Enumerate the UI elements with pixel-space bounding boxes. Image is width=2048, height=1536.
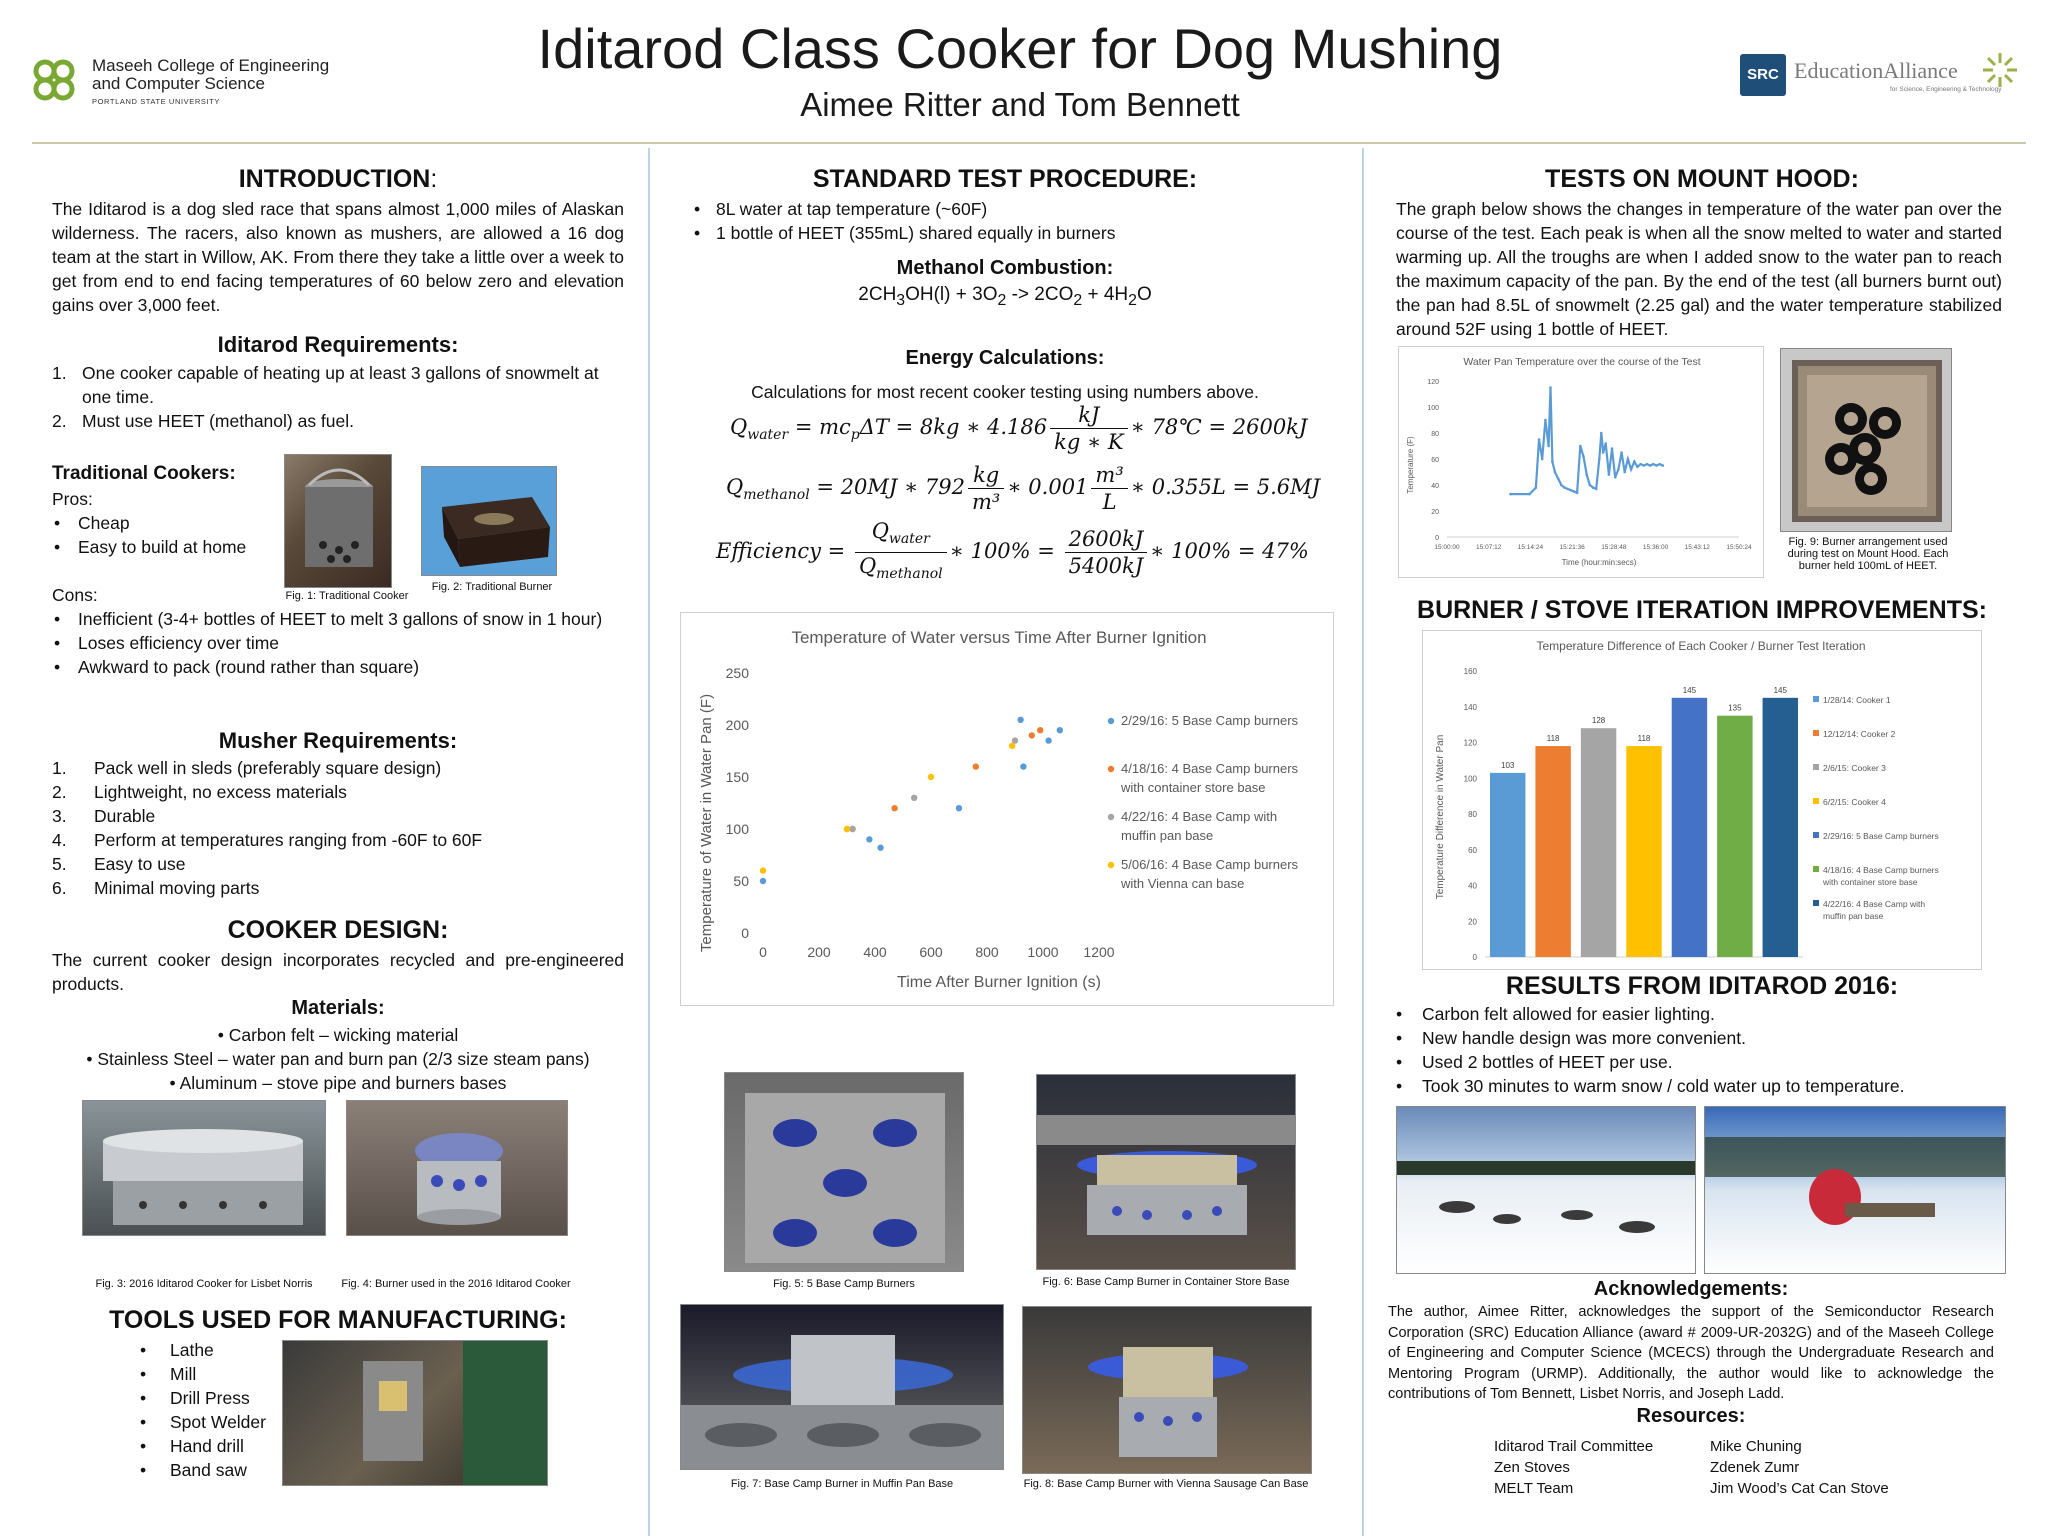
mcecs-logo <box>28 52 358 112</box>
mount-hood-burners-photo <box>1780 348 1952 532</box>
muffin-pan-burner-photo <box>680 1304 1004 1470</box>
legend-label: muffin pan base <box>1121 828 1214 843</box>
resource-item: Zdenek Zumr <box>1710 1459 1800 1476</box>
y-tick-label: 0 <box>741 925 749 941</box>
legend-label: with container store base <box>1121 780 1266 795</box>
scatter-point <box>1045 737 1051 743</box>
legend-marker <box>1108 718 1114 724</box>
hood-line-chart-svg <box>1399 347 1765 579</box>
fig7-caption: Fig. 7: Base Camp Burner in Muffin Pan Base <box>730 1478 954 1490</box>
line-point <box>1611 447 1614 450</box>
scatter-point <box>928 774 934 780</box>
bar <box>1717 716 1752 957</box>
list-item: • Drill Press <box>138 1386 288 1410</box>
design-text: The current cooker design incorporates recycled and pre-engineered products. <box>52 950 624 994</box>
cons-list <box>52 607 612 679</box>
scatter-chart <box>680 612 1334 1006</box>
q-methanol-equation: $Q_{methanol} = 20MJ$ ∗ 792 $\frac{kg}{\text{m³}}$ ∗ 0.001 $\frac{\text{m³}}{L}$ ∗ 0.355L = 5.6MJ <box>726 463 1321 514</box>
poster-authors: Aimee Ritter and Tom Bennett <box>800 86 1240 123</box>
x-tick-label: 1200 <box>1083 944 1115 960</box>
traditional-burner-photo <box>421 466 557 576</box>
bar-value-label: 118 <box>1637 734 1651 744</box>
scatter-ylabel: Temperature of Water in Water Pan (F) <box>698 693 715 953</box>
scatter-point <box>844 826 850 832</box>
y-tick-label: 20 <box>1431 509 1439 516</box>
src-logo-mark: SRC <box>1740 54 1786 96</box>
list-item: • Inefficient (3-4+ bottles of HEET to melt 3 gallons of snow in 1 hour) <box>52 607 612 631</box>
legend-label: 4/18/16: 4 Base Camp burners <box>1823 865 1939 875</box>
y-tick-label: 40 <box>1431 483 1439 490</box>
list-item: • New handle design was more convenient. <box>1394 1026 2014 1050</box>
temperature-line <box>1511 388 1663 495</box>
combustion-title: Methanol Combustion: <box>896 257 1114 279</box>
resource-item: Jim Wood’s Cat Can Stove <box>1710 1480 1889 1497</box>
resources-right <box>1710 1436 1970 1499</box>
x-tick-label: 15:50:24 <box>1726 544 1752 551</box>
x-tick-label: 15:21:36 <box>1559 544 1585 551</box>
y-tick-label: 140 <box>1463 702 1477 712</box>
list-item: • Cheap <box>52 511 292 535</box>
iteration-title: BURNER / STOVE ITERATION IMPROVEMENTS: <box>1417 596 1987 624</box>
list-item: 5. Easy to use <box>52 854 186 874</box>
legend-marker <box>1813 866 1819 872</box>
list-item: 1. Pack well in sleds (preferably square design) <box>52 758 442 778</box>
list-item: 4. Perform at temperatures ranging from -60F to 60F <box>52 830 483 850</box>
list-item: • Took 30 minutes to warm snow / cold water up to temperature. <box>1394 1074 2014 1098</box>
tools-list <box>138 1338 288 1482</box>
scatter-point <box>1009 743 1015 749</box>
ack-text: The author, Aimee Ritter, acknowledges the support of the Semiconductor Research Corporation (SRC) Education Alliance (award # 2009-UR-2032G) and of the Maseeh College of Engineering and Computer Science (MCECS) through the Undergraduate Research and Mentoring Program (URMP). Additionally, the author would like to acknowledge the contributions of Tom Bennett, Lisbet Norris, and Joseph Ladd. <box>1388 1304 1994 1402</box>
line-point <box>1630 468 1633 471</box>
legend-label: muffin pan base <box>1823 911 1884 921</box>
y-tick-label: 250 <box>725 665 749 681</box>
education-alliance-name: EducationAlliance <box>1794 58 1958 83</box>
list-item: • Loses efficiency over time <box>52 631 612 655</box>
scatter-point <box>877 845 883 851</box>
results-title: RESULTS FROM IDITAROD 2016: <box>1505 972 1899 1000</box>
line-point <box>1573 490 1576 493</box>
line-point <box>1554 471 1557 474</box>
legend-label: 4/18/16: 4 Base Camp burners <box>1121 761 1299 776</box>
procedure-list <box>692 197 1292 245</box>
line-point <box>1535 486 1538 489</box>
x-tick-label: 15:07:12 <box>1476 544 1502 551</box>
y-tick-label: 100 <box>1427 405 1439 412</box>
hood-title: TESTS ON MOUNT HOOD: <box>1545 165 1859 193</box>
fig3-caption: Fig. 3: 2016 Iditarod Cooker for Lisbet Norris <box>95 1278 313 1290</box>
legend-label: 1/28/14: Cooker 1 <box>1823 695 1891 705</box>
header-divider <box>32 142 2026 144</box>
mcecs-name-1: Maseeh College of Engineering <box>92 56 330 75</box>
scatter-point <box>1020 763 1026 769</box>
fig8-caption: Fig. 8: Base Camp Burner with Vienna Sausage Can Base <box>1023 1478 1309 1490</box>
scatter-point <box>760 878 766 884</box>
x-tick-label: 600 <box>919 944 943 960</box>
scatter-point <box>849 826 855 832</box>
list-item: 2. Lightweight, no excess materials <box>52 782 347 802</box>
intro-heading <box>52 165 624 194</box>
resource-item: Iditarod Trail Committee <box>1494 1438 1654 1455</box>
legend-label: 2/6/15: Cooker 3 <box>1823 763 1886 773</box>
list-item: • Band saw <box>138 1458 288 1482</box>
legend-marker <box>1813 696 1819 702</box>
y-tick-label: 0 <box>1472 953 1477 962</box>
energy-title: Energy Calculations: <box>905 347 1105 369</box>
x-tick-label: 1000 <box>1027 944 1059 960</box>
bar-value-label: 103 <box>1501 760 1515 770</box>
list-item: • Aluminum – stove pipe and burners bases <box>169 1073 507 1093</box>
hood-line-chart <box>1398 346 1764 578</box>
scatter-point <box>1057 727 1063 733</box>
line-point <box>1589 484 1592 487</box>
x-tick-label: 15:36:00 <box>1642 544 1669 551</box>
list-item: • Carbon felt – wicking material <box>217 1025 459 1045</box>
energy-text: Calculations for most recent cooker testing using numbers above. <box>751 382 1259 402</box>
fig5-caption: Fig. 5: 5 Base Camp Burners <box>773 1278 915 1290</box>
y-tick-label: 200 <box>725 717 749 733</box>
legend-marker <box>1108 814 1114 820</box>
list-item: • Easy to build at home <box>52 535 292 559</box>
list-item: • Awkward to pack (round rather than square) <box>52 655 612 679</box>
legend-marker <box>1813 900 1819 906</box>
iditarod-cooker-photo <box>82 1100 326 1236</box>
line-point <box>1636 466 1639 469</box>
resource-item: MELT Team <box>1494 1480 1574 1497</box>
legend-label: with container store base <box>1823 877 1918 887</box>
line-point <box>1547 445 1550 448</box>
resources-title: Resources: <box>1636 1405 1746 1427</box>
line-point <box>1544 419 1547 422</box>
fig2-caption: Fig. 2: Traditional Burner <box>431 581 553 593</box>
list-item: • Used 2 bottles of HEET per use. <box>1394 1050 2014 1074</box>
list-item: • Hand drill <box>138 1434 288 1458</box>
bar-chart-ylabel: Temperature Difference in Water Pan <box>1435 734 1446 900</box>
legend-marker <box>1813 764 1819 770</box>
line-point <box>1623 471 1626 474</box>
results-list <box>1394 1002 2014 1098</box>
src-logo <box>1740 50 2030 106</box>
y-tick-label: 0 <box>1435 535 1439 542</box>
q-water-equation: $Q_{water} = mc_p\Delta T = 8kg$ ∗ 4.186 $\frac{kJ}{kg ∗ K}$ ∗ 78℃ = 2600kJ <box>730 403 1308 454</box>
line-point <box>1541 458 1544 461</box>
burner-2016-photo <box>346 1100 568 1236</box>
line-point <box>1620 451 1623 454</box>
iditarod-req-list <box>52 361 624 433</box>
list-item: 1. One cooker capable of heating up at least 3 gallons of snowmelt at one time. <box>52 363 599 407</box>
list-item: • Lathe <box>138 1338 288 1362</box>
legend-marker <box>1108 766 1114 772</box>
bar <box>1535 746 1570 957</box>
combustion-equation: $2CH_3OH(l) + 3O_2 -> 2CO_2 + 4H_2O$ <box>858 284 1152 309</box>
legend-label: 12/12/14: Cooker 2 <box>1823 729 1896 739</box>
y-tick-label: 120 <box>1463 738 1477 748</box>
iteration-bar-chart <box>1422 630 1982 970</box>
line-point <box>1569 489 1572 492</box>
column-divider-1 <box>648 148 650 1536</box>
education-alliance-tagline: for Science, Engineering & Technology <box>1890 86 2002 93</box>
line-point <box>1598 458 1601 461</box>
tools-title: TOOLS USED FOR MANUFACTURING: <box>109 1306 567 1334</box>
bar <box>1581 728 1616 957</box>
y-tick-label: 80 <box>1431 431 1439 438</box>
pros-list <box>52 511 292 559</box>
list-item: • Carbon felt allowed for easier lighting. <box>1394 1002 2014 1026</box>
hood-text: The graph below shows the changes in temperature of the water pan over the course of the test. Each peak is when all the snow melted to water and started warming up. All the troughs are when I added snow to the water pan to reach the maximum capacity of the pan. By the end of the test (all burners burnt out) the pan had 8.5L of snowmelt (2.25 gal) and the water temperature stabilized around 52F using 1 bottle of HEET. <box>1396 199 2002 339</box>
legend-label: 2/29/16: 5 Base Camp burners <box>1121 713 1299 728</box>
line-point <box>1608 473 1611 476</box>
five-burners-photo <box>724 1072 964 1272</box>
iditarod-race-photo-2 <box>1704 1106 2006 1274</box>
scatter-chart-svg <box>681 613 1335 1007</box>
scatter-point <box>956 805 962 811</box>
workshop-photo <box>282 1340 548 1486</box>
hood-chart-ylabel: Temperature (F) <box>1406 436 1415 494</box>
line-point <box>1549 386 1552 389</box>
scatter-point <box>891 805 897 811</box>
bar <box>1626 746 1661 957</box>
design-title: COOKER DESIGN: <box>227 916 449 944</box>
list-item: 6. Minimal moving parts <box>52 878 260 898</box>
container-store-burner-photo <box>1036 1074 1296 1270</box>
sunburst-icon <box>1980 50 2020 90</box>
ack-title: Acknowledgements: <box>1593 1278 1789 1300</box>
list-item: • 1 bottle of HEET (355mL) shared equally in burners <box>692 221 1292 245</box>
line-point <box>1557 477 1560 480</box>
x-tick-label: 200 <box>807 944 831 960</box>
y-tick-label: 50 <box>733 873 749 889</box>
line-point <box>1563 486 1566 489</box>
legend-label: with Vienna can base <box>1121 876 1245 891</box>
intro-title: INTRODUCTION <box>238 165 431 193</box>
line-point <box>1551 460 1554 463</box>
line-point <box>1595 488 1598 491</box>
traditional-cooker-photo <box>284 454 392 588</box>
bar-value-label: 128 <box>1591 716 1606 726</box>
y-tick-label: 160 <box>1463 667 1477 676</box>
y-tick-label: 40 <box>1468 881 1477 891</box>
scatter-point <box>866 836 872 842</box>
fig9-caption: Fig. 9: Burner arrangement used during test on Mount Hood. Each burner held 100mL of HEET. <box>1787 536 1949 572</box>
x-tick-label: 15:14:24 <box>1517 544 1544 551</box>
vienna-can-burner-photo <box>1022 1306 1312 1474</box>
x-tick-label: 400 <box>863 944 887 960</box>
line-point <box>1646 463 1649 466</box>
scatter-point <box>1029 732 1035 738</box>
list-item: 3. Durable <box>52 806 156 826</box>
scatter-title: Temperature of Water versus Time After Burner Ignition <box>791 628 1207 647</box>
y-tick-label: 60 <box>1468 845 1477 855</box>
line-point <box>1582 455 1585 458</box>
line-point <box>1627 458 1630 461</box>
x-tick-label: 800 <box>975 944 999 960</box>
line-point <box>1592 486 1595 489</box>
materials-title: Materials: <box>291 997 385 1019</box>
scatter-xlabel: Time After Burner Ignition (s) <box>897 974 1101 991</box>
bar-value-label: 135 <box>1728 703 1742 713</box>
bar-value-label: 145 <box>1773 685 1787 695</box>
line-point <box>1604 442 1607 445</box>
mcecs-logo-icon <box>28 54 80 106</box>
line-point <box>1662 464 1665 467</box>
line-point <box>1617 468 1620 471</box>
scatter-point <box>1017 717 1023 723</box>
y-tick-label: 20 <box>1468 917 1477 927</box>
legend-label: 5/06/16: 4 Base Camp burners <box>1121 857 1299 872</box>
materials-list <box>52 1023 624 1095</box>
y-tick-label: 120 <box>1427 379 1439 386</box>
bar <box>1490 773 1525 957</box>
line-point <box>1652 463 1655 466</box>
resource-item: Zen Stoves <box>1494 1459 1570 1476</box>
musher-req-list <box>52 756 624 900</box>
legend-label: 4/22/16: 4 Base Camp with <box>1823 899 1926 909</box>
line-point <box>1576 492 1579 495</box>
line-point <box>1633 460 1636 463</box>
poster-title: Iditarod Class Cooker for Dog Mushing <box>537 17 1503 80</box>
legend-label: 2/29/16: 5 Base Camp burners <box>1823 831 1939 841</box>
line-point <box>1566 488 1569 491</box>
cons-label: Cons: <box>52 585 98 605</box>
resource-item: Mike Chuning <box>1710 1438 1802 1455</box>
legend-marker <box>1813 730 1819 736</box>
procedure-title: STANDARD TEST PROCEDURE: <box>812 165 1198 193</box>
mcecs-name-2: and Computer Science <box>92 74 265 93</box>
scatter-point <box>1037 727 1043 733</box>
line-point <box>1649 464 1652 467</box>
musher-req-title: Musher Requirements: <box>218 728 458 753</box>
y-tick-label: 60 <box>1431 457 1439 464</box>
efficiency-equation: Efficiency = $\frac{Q_{water}}{Q_{methanol}}$ ∗ 100% = $\frac{2600kJ}{5400kJ}$ ∗ 100% = 47% <box>716 519 1309 583</box>
bar-chart-title: Temperature Difference of Each Cooker / Burner Test Iteration <box>1536 639 1866 653</box>
resources-left <box>1494 1436 1694 1499</box>
x-tick-label: 15:00:00 <box>1434 544 1460 551</box>
scatter-point <box>911 795 917 801</box>
iditarod-req-title: Iditarod Requirements: <box>217 332 459 357</box>
iditarod-race-photo-1 <box>1396 1106 1696 1274</box>
line-point <box>1642 464 1645 467</box>
line-point <box>1658 463 1661 466</box>
y-tick-label: 100 <box>725 821 749 837</box>
y-tick-label: 80 <box>1468 810 1477 819</box>
list-item: • 8L water at tap temperature (~60F) <box>692 197 1292 221</box>
y-tick-label: 100 <box>1463 774 1477 784</box>
legend-label: 6/2/15: Cooker 4 <box>1823 797 1886 807</box>
bar-value-label: 118 <box>1546 734 1560 744</box>
line-point <box>1560 484 1563 487</box>
line-point <box>1614 476 1617 479</box>
iteration-bar-chart-svg <box>1423 631 1983 971</box>
line-point <box>1509 493 1512 496</box>
fig4-caption: Fig. 4: Burner used in the 2016 Iditarod Cooker <box>341 1278 571 1290</box>
line-point <box>1600 432 1603 435</box>
bar <box>1763 698 1798 957</box>
traditional-title: Traditional Cookers: <box>52 463 236 484</box>
bar-value-label: 145 <box>1682 685 1697 695</box>
y-tick-label: 150 <box>725 769 749 785</box>
line-point <box>1639 463 1642 466</box>
psu-name: PORTLAND STATE UNIVERSITY <box>92 97 220 106</box>
legend-marker <box>1108 862 1114 868</box>
list-item: • Spot Welder <box>138 1410 288 1434</box>
fig6-caption: Fig. 6: Base Camp Burner in Container Store Base <box>1042 1276 1290 1288</box>
x-tick-label: 15:43:12 <box>1684 544 1710 551</box>
bar <box>1672 698 1707 957</box>
legend-marker <box>1813 832 1819 838</box>
line-point <box>1579 445 1582 448</box>
line-point <box>1655 464 1658 467</box>
intro-text: The Iditarod is a dog sled race that spans almost 1,000 miles of Alaskan wilderness. The racers, also known as mushers, are allowed a 16 dog team at the start in Willow, AK. From there they take a little over a week to get from end to end facing temperatures of 60 below zero and elevation gains over 3,000 feet. <box>52 199 624 315</box>
x-tick-label: 0 <box>759 944 767 960</box>
intro-colon: : <box>430 165 438 193</box>
legend-label: 4/22/16: 4 Base Camp with <box>1121 809 1278 824</box>
list-item: • Mill <box>138 1362 288 1386</box>
line-point <box>1528 493 1531 496</box>
list-item: • Stainless Steel – water pan and burn pan (2/3 size steam pans) <box>86 1049 590 1069</box>
fig1-caption: Fig. 1: Traditional Cooker <box>285 590 409 602</box>
pros-label: Pros: <box>52 489 93 509</box>
x-tick-label: 15:28:48 <box>1601 544 1627 551</box>
legend-marker <box>1813 798 1819 804</box>
line-point <box>1585 473 1588 476</box>
hood-chart-xlabel: Time (hour:min:secs) <box>1561 558 1637 567</box>
column-divider-2 <box>1362 148 1364 1536</box>
line-point <box>1602 451 1605 454</box>
line-point <box>1538 438 1541 441</box>
scatter-point <box>973 763 979 769</box>
list-item: 2. Must use HEET (methanol) as fuel. <box>52 411 355 431</box>
hood-chart-title: Water Pan Temperature over the course of the Test <box>1463 356 1701 368</box>
scatter-point <box>760 867 766 873</box>
